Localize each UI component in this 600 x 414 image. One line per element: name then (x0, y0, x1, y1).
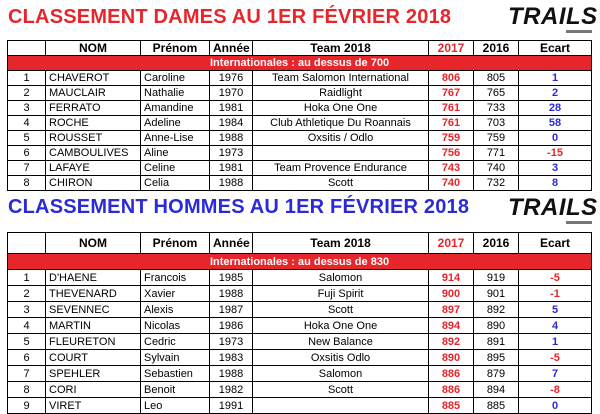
name-cell: SPEHLER (46, 366, 141, 382)
team-cell: Team Salomon International (253, 71, 429, 86)
table-row (8, 382, 592, 398)
rank-cell: 2 (8, 286, 46, 302)
team-cell: Fuji Spirit (253, 286, 429, 302)
score-2016-cell: 894 (474, 382, 519, 398)
year-cell: 1985 (210, 270, 253, 286)
ecart-cell: 2 (519, 86, 592, 101)
score-2016-cell: 732 (474, 176, 519, 191)
year-cell: 1988 (210, 366, 253, 382)
ecart-cell: -1 (519, 286, 592, 302)
trails-logo-text: TRAILS (508, 3, 598, 30)
team-cell: Oxsitis Odlo (253, 350, 429, 366)
ecart-cell: 7 (519, 366, 592, 382)
first-name-cell: Xavier (141, 286, 210, 302)
score-2017-cell: 914 (429, 270, 474, 286)
name-cell: D'HAENE (46, 270, 141, 286)
team-cell: Scott (253, 176, 429, 191)
score-2017-cell: 886 (429, 382, 474, 398)
header-prenom: Prénom (141, 233, 210, 254)
score-2016-cell: 919 (474, 270, 519, 286)
women-table-header (8, 41, 592, 56)
ecart-cell: -15 (519, 146, 592, 161)
first-name-cell: Leo (141, 398, 210, 414)
men-ranking-table (7, 232, 592, 414)
year-cell: 1981 (210, 161, 253, 176)
score-2017-cell: 900 (429, 286, 474, 302)
rank-cell: 3 (8, 302, 46, 318)
header-annee: Année (210, 233, 253, 254)
name-cell: CHIRON (46, 176, 141, 191)
score-2017-cell: 886 (429, 366, 474, 382)
men-ranking-title: CLASSEMENT HOMMES AU 1ER FÉVRIER 2018 (8, 196, 470, 218)
header-2016: 2016 (474, 233, 519, 254)
name-cell: LAFAYE (46, 161, 141, 176)
year-cell: 1984 (210, 116, 253, 131)
name-cell: FERRATO (46, 101, 141, 116)
score-2017-cell: 743 (429, 161, 474, 176)
first-name-cell: Benoit (141, 382, 210, 398)
team-cell: Hoka One One (253, 101, 429, 116)
team-cell (253, 146, 429, 161)
rank-cell: 1 (8, 71, 46, 86)
header-nom: NOM (46, 41, 141, 56)
score-2016-cell: 759 (474, 131, 519, 146)
first-name-cell: Anne-Lise (141, 131, 210, 146)
table-row (8, 116, 592, 131)
year-cell: 1987 (210, 302, 253, 318)
team-cell: Team Provence Endurance (253, 161, 429, 176)
table-row (8, 161, 592, 176)
table-row (8, 318, 592, 334)
score-2017-cell: 806 (429, 71, 474, 86)
header-team: Team 2018 (253, 41, 429, 56)
header-annee: Année (210, 41, 253, 56)
score-2016-cell: 740 (474, 161, 519, 176)
rank-cell: 6 (8, 350, 46, 366)
first-name-cell: Sylvain (141, 350, 210, 366)
first-name-cell: Francois (141, 270, 210, 286)
score-2017-cell: 767 (429, 86, 474, 101)
first-name-cell: Sebastien (141, 366, 210, 382)
rank-cell: 2 (8, 86, 46, 101)
ecart-cell: -5 (519, 350, 592, 366)
score-2016-cell: 805 (474, 71, 519, 86)
men-table-header (8, 233, 592, 254)
score-2016-cell: 890 (474, 318, 519, 334)
year-cell: 1991 (210, 398, 253, 414)
header-2017: 2017 (429, 41, 474, 56)
team-cell: New Balance (253, 334, 429, 350)
rank-cell: 9 (8, 398, 46, 414)
ecart-cell: 5 (519, 302, 592, 318)
year-cell: 1983 (210, 350, 253, 366)
team-cell: Salomon (253, 270, 429, 286)
score-2016-cell: 891 (474, 334, 519, 350)
rank-cell: 8 (8, 176, 46, 191)
header-ecart: Ecart (519, 41, 592, 56)
name-cell: MARTIN (46, 318, 141, 334)
table-row (8, 398, 592, 414)
score-2017-cell: 740 (429, 176, 474, 191)
rank-cell: 3 (8, 101, 46, 116)
men-table-body (8, 254, 592, 414)
ecart-cell: 1 (519, 71, 592, 86)
first-name-cell: Alexis (141, 302, 210, 318)
score-2016-cell: 901 (474, 286, 519, 302)
ecart-cell: 1 (519, 334, 592, 350)
team-cell: Oxsitis / Odlo (253, 131, 429, 146)
year-cell: 1988 (210, 131, 253, 146)
first-name-cell: Adeline (141, 116, 210, 131)
first-name-cell: Nathalie (141, 86, 210, 101)
year-cell: 1973 (210, 146, 253, 161)
score-2016-cell: 703 (474, 116, 519, 131)
score-2017-cell: 761 (429, 116, 474, 131)
rank-cell: 4 (8, 318, 46, 334)
ecart-cell: 3 (519, 161, 592, 176)
name-cell: THEVENARD (46, 286, 141, 302)
rank-cell: 7 (8, 366, 46, 382)
category-band-label: Internationales : au dessus de 830 (8, 254, 592, 270)
first-name-cell: Aline (141, 146, 210, 161)
rank-cell: 1 (8, 270, 46, 286)
table-row (8, 131, 592, 146)
rank-cell: 7 (8, 161, 46, 176)
trails-logo (508, 194, 598, 225)
rank-cell: 5 (8, 334, 46, 350)
year-cell: 1981 (210, 101, 253, 116)
score-2017-cell: 897 (429, 302, 474, 318)
women-ranking-table (7, 40, 592, 191)
year-cell: 1976 (210, 71, 253, 86)
year-cell: 1988 (210, 286, 253, 302)
rank-cell: 8 (8, 382, 46, 398)
header-ecart: Ecart (519, 233, 592, 254)
table-row (8, 101, 592, 116)
score-2016-cell: 892 (474, 302, 519, 318)
score-2016-cell: 879 (474, 366, 519, 382)
header-nom: NOM (46, 233, 141, 254)
team-cell: Hoka One One (253, 318, 429, 334)
year-cell: 1973 (210, 334, 253, 350)
table-row (8, 302, 592, 318)
year-cell: 1988 (210, 176, 253, 191)
score-2016-cell: 895 (474, 350, 519, 366)
first-name-cell: Celia (141, 176, 210, 191)
table-row (8, 176, 592, 191)
rank-cell: 5 (8, 131, 46, 146)
team-cell: Scott (253, 302, 429, 318)
name-cell: CHAVEROT (46, 71, 141, 86)
name-cell: ROCHE (46, 116, 141, 131)
score-2017-cell: 890 (429, 350, 474, 366)
first-name-cell: Cedric (141, 334, 210, 350)
name-cell: CAMBOULIVES (46, 146, 141, 161)
score-2016-cell: 771 (474, 146, 519, 161)
name-cell: SEVENNEC (46, 302, 141, 318)
score-2017-cell: 892 (429, 334, 474, 350)
category-band-label: Internationales : au dessus de 700 (8, 56, 592, 71)
table-row (8, 286, 592, 302)
logo-underline (508, 30, 592, 34)
ecart-cell: 0 (519, 131, 592, 146)
table-row (8, 86, 592, 101)
team-cell: Club Athletique Du Roannais (253, 116, 429, 131)
name-cell: COURT (46, 350, 141, 366)
header-team: Team 2018 (253, 233, 429, 254)
table-row (8, 366, 592, 382)
year-cell: 1986 (210, 318, 253, 334)
score-2017-cell: 759 (429, 131, 474, 146)
ecart-cell: -5 (519, 270, 592, 286)
table-row (8, 334, 592, 350)
ecart-cell: 0 (519, 398, 592, 414)
ecart-cell: 28 (519, 101, 592, 116)
name-cell: VIRET (46, 398, 141, 414)
logo-underline (508, 221, 592, 225)
category-band (8, 56, 592, 71)
ecart-cell: -8 (519, 382, 592, 398)
header-2016: 2016 (474, 41, 519, 56)
rank-cell: 4 (8, 116, 46, 131)
name-cell: MAUCLAIR (46, 86, 141, 101)
header-prenom: Prénom (141, 41, 210, 56)
year-cell: 1982 (210, 382, 253, 398)
trails-logo (508, 3, 598, 34)
team-cell (253, 398, 429, 414)
name-cell: FLEURETON (46, 334, 141, 350)
name-cell: CORI (46, 382, 141, 398)
table-row (8, 71, 592, 86)
category-band (8, 254, 592, 270)
header-rank (8, 233, 46, 254)
rank-cell: 6 (8, 146, 46, 161)
table-row (8, 146, 592, 161)
women-table-body (8, 56, 592, 191)
table-row (8, 350, 592, 366)
ecart-cell: 58 (519, 116, 592, 131)
score-2016-cell: 765 (474, 86, 519, 101)
trails-logo-text: TRAILS (508, 194, 598, 221)
score-2017-cell: 894 (429, 318, 474, 334)
score-2017-cell: 756 (429, 146, 474, 161)
first-name-cell: Caroline (141, 71, 210, 86)
score-2016-cell: 733 (474, 101, 519, 116)
team-cell: Scott (253, 382, 429, 398)
ecart-cell: 8 (519, 176, 592, 191)
header-2017: 2017 (429, 233, 474, 254)
ecart-cell: 4 (519, 318, 592, 334)
score-2017-cell: 885 (429, 398, 474, 414)
year-cell: 1970 (210, 86, 253, 101)
team-cell: Raidlight (253, 86, 429, 101)
score-2017-cell: 761 (429, 101, 474, 116)
first-name-cell: Celine (141, 161, 210, 176)
name-cell: ROUSSET (46, 131, 141, 146)
team-cell: Salomon (253, 366, 429, 382)
table-row (8, 270, 592, 286)
women-ranking-title: CLASSEMENT DAMES AU 1ER FÉVRIER 2018 (8, 6, 452, 28)
first-name-cell: Amandine (141, 101, 210, 116)
header-rank (8, 41, 46, 56)
first-name-cell: Nicolas (141, 318, 210, 334)
score-2016-cell: 885 (474, 398, 519, 414)
